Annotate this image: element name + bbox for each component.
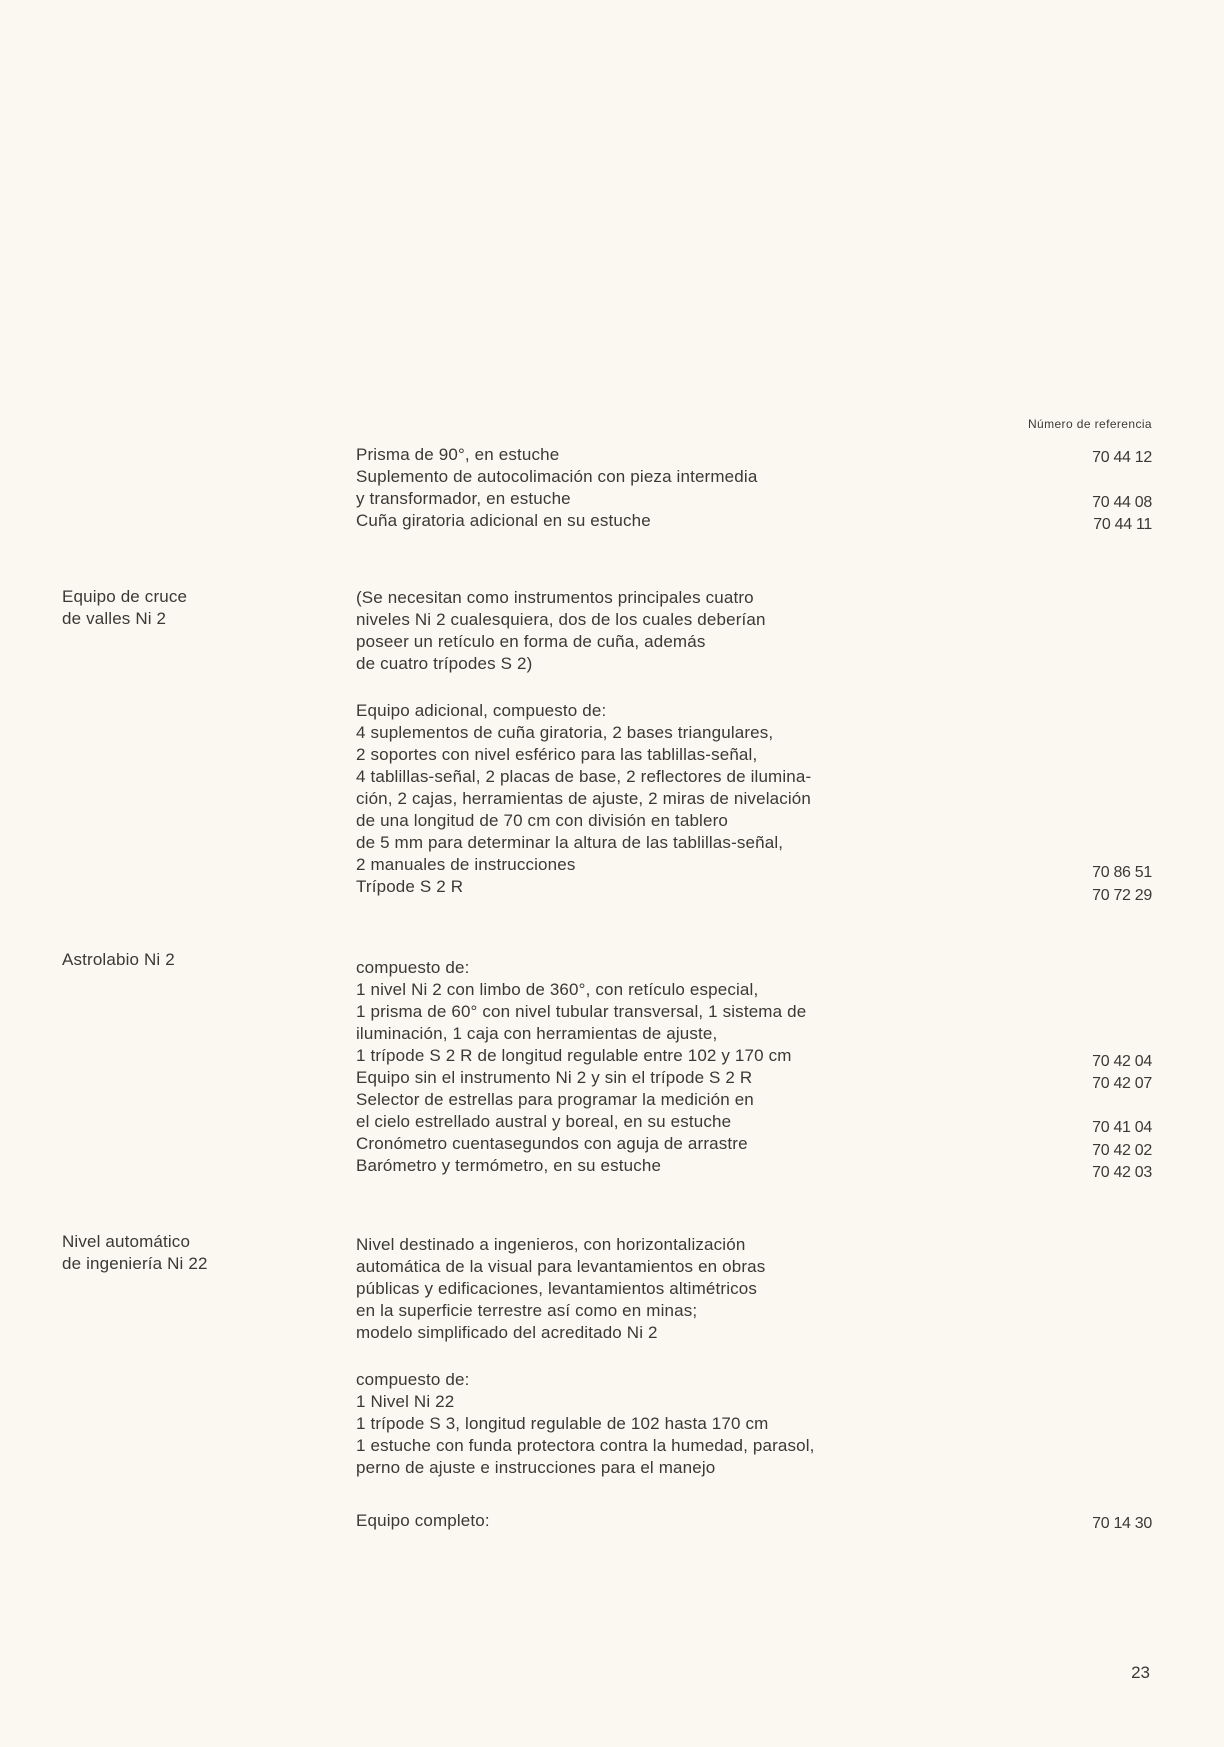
item-line: Equipo adicional, compuesto de: <box>356 701 607 720</box>
reference-number: 70 42 07 <box>1092 1075 1152 1092</box>
reference-number: 70 44 11 <box>1093 516 1152 533</box>
item-line: compuesto de: <box>356 1370 470 1389</box>
item-line: 1 nivel Ni 2 con limbo de 360°, con retículo especial, <box>356 980 759 999</box>
section-label: Nivel automático <box>62 1232 191 1251</box>
reference-number: 70 14 30 <box>1092 1515 1152 1532</box>
reference-number: 70 42 02 <box>1092 1142 1152 1159</box>
item-line: poseer un retículo en forma de cuña, además <box>356 632 706 651</box>
item-line: públicas y edificaciones, levantamientos altimétricos <box>356 1279 758 1298</box>
item-line: 1 trípode S 3, longitud regulable de 102 hasta 170 cm <box>356 1414 769 1433</box>
reference-number: 70 42 04 <box>1092 1053 1152 1070</box>
reference-number: 70 86 51 <box>1092 864 1152 881</box>
item-line: (Se necesitan como instrumentos principales cuatro <box>356 588 754 607</box>
item-line: el cielo estrellado austral y boreal, en su estuche <box>356 1112 732 1131</box>
item-line: automática de la visual para levantamientos en obras <box>356 1257 766 1276</box>
page-number: 23 <box>1131 1663 1150 1682</box>
section-label: Equipo de cruce <box>62 587 188 606</box>
reference-number: 70 72 29 <box>1092 887 1152 904</box>
section-label: Astrolabio Ni 2 <box>62 950 175 969</box>
reference-column-header: Número de referencia <box>1027 417 1152 431</box>
item-line: 2 manuales de instrucciones <box>356 855 576 874</box>
item-line: de 5 mm para determinar la altura de las tablillas-señal, <box>356 833 784 852</box>
reference-number: 70 42 03 <box>1092 1164 1152 1181</box>
section-label: de ingeniería Ni 22 <box>62 1254 208 1273</box>
item-line: 1 prisma de 60° con nivel tubular transversal, 1 sistema de <box>356 1002 807 1021</box>
reference-number: 70 44 12 <box>1092 449 1152 466</box>
reference-number: 70 44 08 <box>1092 494 1152 511</box>
item-line: y transformador, en estuche <box>356 489 571 508</box>
item-line: Suplemento de autocolimación con pieza intermedia <box>356 467 758 486</box>
item-line: 1 Nivel Ni 22 <box>356 1392 455 1411</box>
item-line: Cronómetro cuentasegundos con aguja de arrastre <box>356 1134 748 1153</box>
item-line: 1 trípode S 2 R de longitud regulable entre 102 y 170 cm <box>356 1046 792 1065</box>
item-line: 1 estuche con funda protectora contra la humedad, parasol, <box>356 1436 815 1455</box>
item-line: Equipo completo: <box>356 1511 490 1530</box>
item-line: en la superficie terrestre así como en minas; <box>356 1301 698 1320</box>
item-line: Cuña giratoria adicional en su estuche <box>356 511 651 530</box>
item-line: ción, 2 cajas, herramientas de ajuste, 2 miras de nivelación <box>356 789 812 808</box>
item-line: perno de ajuste e instrucciones para el manejo <box>356 1458 716 1477</box>
item-line: niveles Ni 2 cualesquiera, dos de los cuales deberían <box>356 610 766 629</box>
item-line: Nivel destinado a ingenieros, con horizontalización <box>356 1235 746 1254</box>
section-label: de valles Ni 2 <box>62 609 167 628</box>
item-line: modelo simplificado del acreditado Ni 2 <box>356 1323 658 1342</box>
item-line: compuesto de: <box>356 958 470 977</box>
reference-number: 70 41 04 <box>1092 1119 1152 1136</box>
item-line: de cuatro trípodes S 2) <box>356 654 533 673</box>
item-line: Prisma de 90°, en estuche <box>356 445 560 464</box>
item-line: iluminación, 1 caja con herramientas de ajuste, <box>356 1024 718 1043</box>
item-line: de una longitud de 70 cm con división en tablero <box>356 811 729 830</box>
item-line: Barómetro y termómetro, en su estuche <box>356 1156 662 1175</box>
item-line: 2 soportes con nivel esférico para las tablillas-señal, <box>356 745 758 764</box>
item-line: Selector de estrellas para programar la medición en <box>356 1090 754 1109</box>
item-line: 4 tablillas-señal, 2 placas de base, 2 reflectores de ilumina- <box>356 767 812 786</box>
item-line: 4 suplementos de cuña giratoria, 2 bases triangulares, <box>356 723 774 742</box>
item-line: Trípode S 2 R <box>356 877 464 896</box>
item-line: Equipo sin el instrumento Ni 2 y sin el trípode S 2 R <box>356 1068 753 1087</box>
